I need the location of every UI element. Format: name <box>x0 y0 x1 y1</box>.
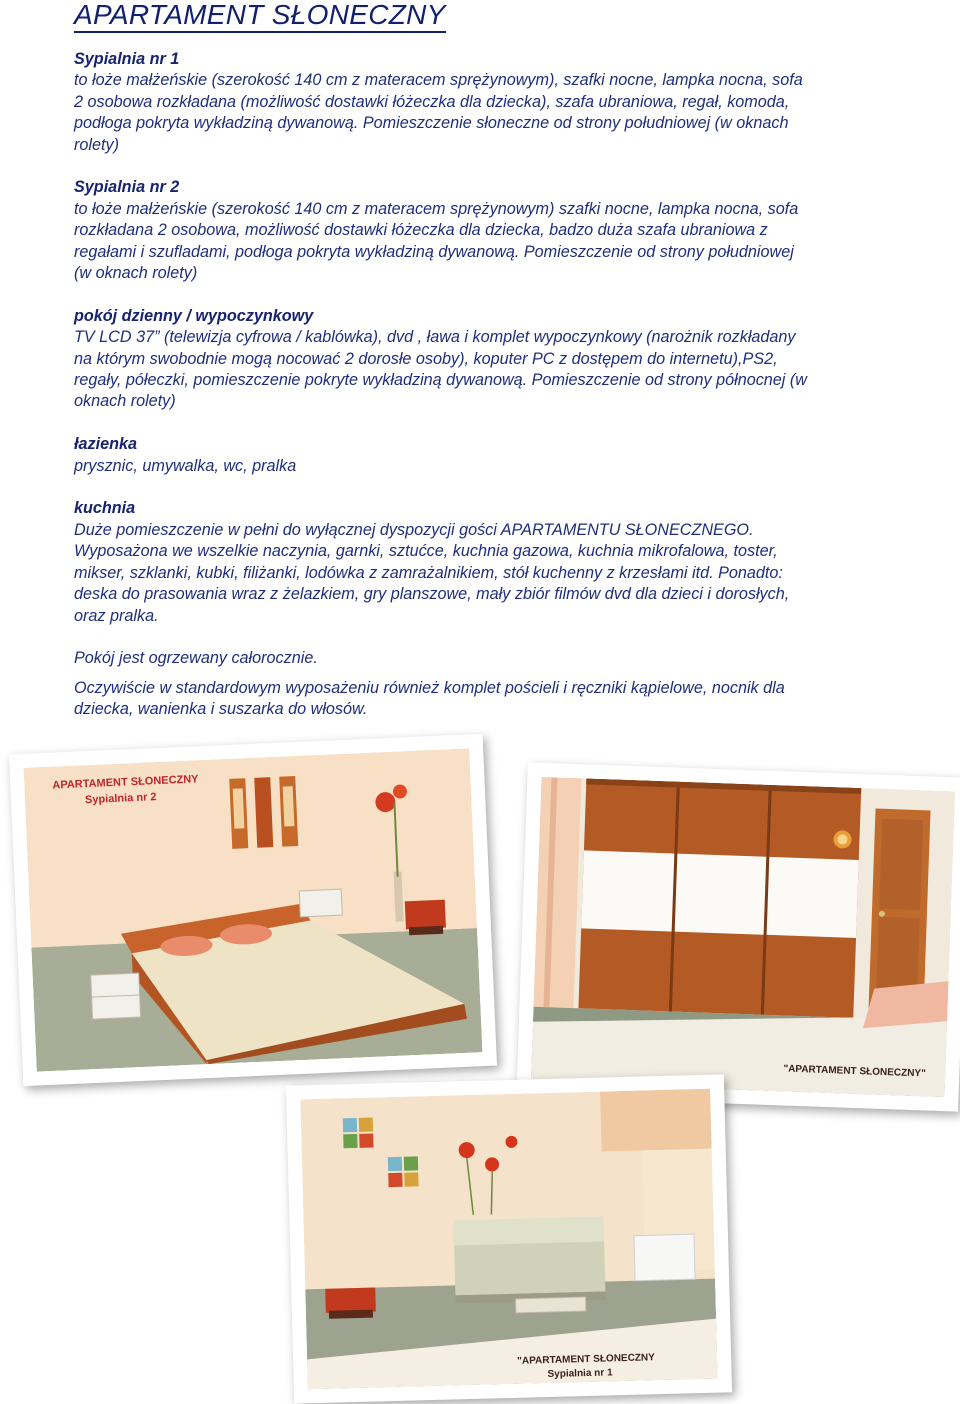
section-heading-pokoj-dzienny: pokój dzienny / wypoczynkowy <box>74 306 314 325</box>
section-line: deska do prasowania wraz z żelazkiem, gry planszowe, mały zbiór filmów dvd dla dzieci i dorosłych, <box>74 585 790 604</box>
bedroom-photo-illustration <box>24 748 483 1071</box>
section-line: na którym swobodnie mogą nocować 2 dorosłe osoby), koputer PC z dostępem do internetu),PS2, <box>74 349 778 368</box>
document-body <box>74 49 922 721</box>
section-heading-sypialnia-2: Sypialnia nr 2 <box>74 178 180 197</box>
extra-note-line: dziecka, wanienka i suszarka do włosów. <box>74 700 368 719</box>
section-line: mikser, szklanki, kubki, filiżanki, lodówka z zamrażalnikiem, stół kuchenny z krzesłami itd. Ponadto: <box>74 563 783 582</box>
section-line: to łoże małżeńskie (szerokość 140 cm z materacem sprężynowym), szafki nocne, lampka nocna, sofa <box>74 71 803 90</box>
wardrobe-photo-illustration <box>531 777 955 1097</box>
photo-wardrobe <box>516 762 960 1111</box>
section-line: TV LCD 37” (telewizja cyfrowa / kablówka), dvd , ława i komplet wypoczynkowy (narożnik rozkładany <box>74 328 796 347</box>
section-line: regałami i szufladami, podłoga pokryta wykładziną dywanową. Pomieszczenie od strony południowej <box>74 242 794 261</box>
photo-bedroom-2 <box>9 734 497 1086</box>
section-line: Duże pomieszczenie w pełni do wyłącznej dyspozycji gości APARTAMENTU SŁONECZNEGO. <box>74 520 754 539</box>
section-heading-sypialnia-1: Sypialnia nr 1 <box>74 50 180 68</box>
photo-caption: "APARTAMENT SŁONECZNY" <box>783 1063 926 1080</box>
photo-bedroom-1 <box>286 1074 732 1403</box>
section-heading-lazienka: łazienka <box>74 435 137 454</box>
living-room-photo-illustration <box>300 1089 717 1390</box>
section-line: regały, półeczki, pomieszczenie pokryte wykładziną dywanową. Pomieszczenie od strony północnej (w <box>74 371 807 390</box>
section-line: rozkładana 2 osobowa, możliwość dostawki łóżeczka dla dziecka, badzo duża szafa ubraniowa z <box>74 221 768 240</box>
extra-note-line: Oczywiście w standardowym wyposażeniu również komplet pościeli i ręczniki kąpielowe, nocnik dla <box>74 678 785 697</box>
section-line: rolety) <box>74 135 119 154</box>
photo-caption: "APARTAMENT SŁONECZNY <box>517 1352 656 1367</box>
section-line: Wyposażona we wszelkie naczynia, garnki, sztućce, kuchnia gazowa, kuchnia mikrofalowa, toster, <box>74 542 778 561</box>
section-line: (w oknach rolety) <box>74 264 198 283</box>
photo-caption: Sypialnia nr 1 <box>547 1367 613 1381</box>
section-line: prysznic, umywalka, wc, pralka <box>74 456 297 475</box>
photo-caption: Sypialnia nr 2 <box>84 791 157 807</box>
section-line: oraz pralka. <box>74 606 159 625</box>
section-line: podłoga pokryta wykładziną dywanową. Pomieszczenie słoneczne od strony południowej (w oknach <box>74 114 789 133</box>
heating-note: Pokój jest ogrzewany całorocznie. <box>74 649 318 668</box>
section-line: 2 osobowa rozkładana (możliwość dostawki łóżeczka dla dziecka), szafa ubraniowa, regał, komoda, <box>74 92 790 111</box>
photo-caption: APARTAMENT SŁONECZNY <box>52 773 199 792</box>
section-heading-kuchnia: kuchnia <box>74 499 136 518</box>
section-line: oknach rolety) <box>74 392 176 411</box>
page-title: APARTAMENT SŁONECZNY <box>74 0 446 33</box>
section-line: to łoże małżeńskie (szerokość 140 cm z materacem sprężynowym) szafki nocne, lampka nocna, sofa <box>74 199 799 218</box>
